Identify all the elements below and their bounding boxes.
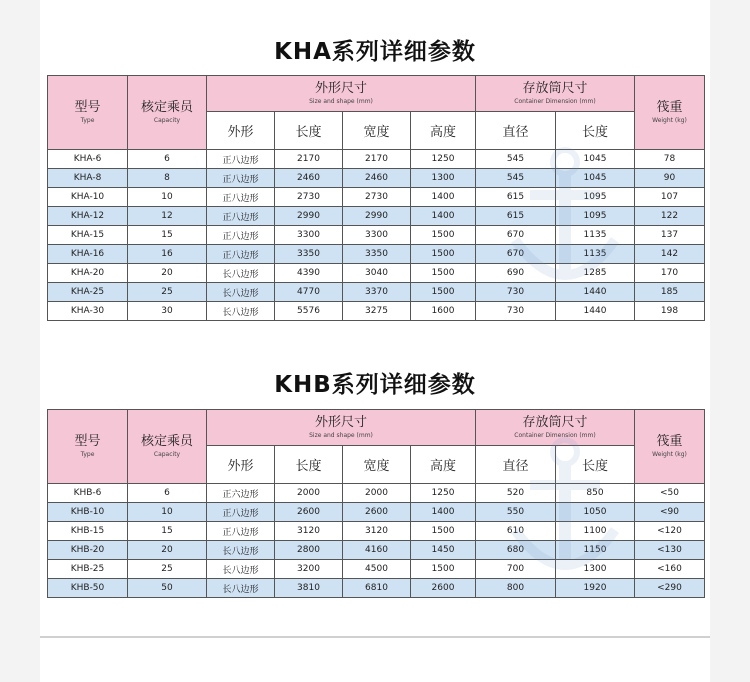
table-cell: 107 xyxy=(635,188,705,207)
table-cell: <130 xyxy=(635,541,705,560)
table-row xyxy=(48,264,705,283)
table-cell: 730 xyxy=(476,283,556,302)
khb-header-type: 型号 Type xyxy=(48,410,128,484)
table-row xyxy=(48,207,705,226)
table-cell: KHA-10 xyxy=(48,188,128,207)
table-cell: 4160 xyxy=(343,541,411,560)
table-row xyxy=(48,169,705,188)
table-cell: 3370 xyxy=(343,283,411,302)
table-cell: 3200 xyxy=(275,560,343,579)
table-row xyxy=(48,484,705,503)
table-cell: 1400 xyxy=(411,207,476,226)
table-cell: KHA-25 xyxy=(48,283,128,302)
table-cell: 2600 xyxy=(411,579,476,598)
table-cell: 20 xyxy=(128,541,207,560)
khb-subheader-width: 宽度 xyxy=(343,446,411,484)
table-cell: 3040 xyxy=(343,264,411,283)
table-cell: 137 xyxy=(635,226,705,245)
table-cell: 1500 xyxy=(411,226,476,245)
table-cell: 1135 xyxy=(556,245,635,264)
table-row xyxy=(48,226,705,245)
table-cell: 4500 xyxy=(343,560,411,579)
table-row xyxy=(48,503,705,522)
table-cell: 800 xyxy=(476,579,556,598)
kha-spec-table-wrap xyxy=(47,75,704,321)
table-cell: 610 xyxy=(476,522,556,541)
table-cell: 2730 xyxy=(343,188,411,207)
kha-subheader-width: 宽度 xyxy=(343,112,411,150)
table-row xyxy=(48,283,705,302)
table-cell: 545 xyxy=(476,169,556,188)
kha-header-type: 型号 Type xyxy=(48,76,128,150)
table-cell: 1100 xyxy=(556,522,635,541)
table-cell: 3810 xyxy=(275,579,343,598)
table-cell: 15 xyxy=(128,226,207,245)
table-cell: 10 xyxy=(128,188,207,207)
table-cell: 25 xyxy=(128,560,207,579)
table-cell: KHB-10 xyxy=(48,503,128,522)
table-cell: KHA-8 xyxy=(48,169,128,188)
table-cell: 142 xyxy=(635,245,705,264)
khb-header-weight: 筏重 Weight (kg) xyxy=(635,410,705,484)
table-cell: 正八边形 xyxy=(207,150,275,169)
table-cell: 520 xyxy=(476,484,556,503)
table-cell: 550 xyxy=(476,503,556,522)
table-row xyxy=(48,188,705,207)
table-cell: KHA-12 xyxy=(48,207,128,226)
kha-subheader-height: 高度 xyxy=(411,112,476,150)
table-cell: 正八边形 xyxy=(207,522,275,541)
table-cell: 1045 xyxy=(556,169,635,188)
table-cell: KHB-20 xyxy=(48,541,128,560)
table-cell: 615 xyxy=(476,207,556,226)
kha-header-size: 外形尺寸 Size and shape (mm) xyxy=(207,76,476,112)
table-cell: 16 xyxy=(128,245,207,264)
table-cell: 长八边形 xyxy=(207,283,275,302)
table-cell: 3120 xyxy=(275,522,343,541)
table-cell: 670 xyxy=(476,226,556,245)
table-cell: 长八边形 xyxy=(207,579,275,598)
kha-subheader-container-length: 长度 xyxy=(556,112,635,150)
table-row xyxy=(48,579,705,598)
table-cell: 700 xyxy=(476,560,556,579)
table-cell: 3300 xyxy=(343,226,411,245)
table-row xyxy=(48,522,705,541)
table-cell: 25 xyxy=(128,283,207,302)
table-cell: 3300 xyxy=(275,226,343,245)
kha-table-body xyxy=(48,150,705,321)
table-cell: 长八边形 xyxy=(207,541,275,560)
table-cell: 1050 xyxy=(556,503,635,522)
khb-subheader-container-length: 长度 xyxy=(556,446,635,484)
khb-spec-table xyxy=(47,409,705,598)
table-cell: 正八边形 xyxy=(207,207,275,226)
table-cell: 1450 xyxy=(411,541,476,560)
table-cell: KHA-15 xyxy=(48,226,128,245)
khb-header-container: 存放筒尺寸 Container Dimension (mm) xyxy=(476,410,635,446)
table-cell: 1440 xyxy=(556,283,635,302)
table-cell: 1095 xyxy=(556,207,635,226)
table-cell: 730 xyxy=(476,302,556,321)
table-cell: <50 xyxy=(635,484,705,503)
table-cell: 3275 xyxy=(343,302,411,321)
table-cell: 长八边形 xyxy=(207,560,275,579)
khb-subheader-length: 长度 xyxy=(275,446,343,484)
table-cell: 正八边形 xyxy=(207,503,275,522)
table-cell: 2600 xyxy=(343,503,411,522)
khb-header-capacity: 核定乘员 Capacity xyxy=(128,410,207,484)
table-cell: KHA-30 xyxy=(48,302,128,321)
table-cell: 1135 xyxy=(556,226,635,245)
table-cell: 2000 xyxy=(275,484,343,503)
khb-subheader-diameter: 直径 xyxy=(476,446,556,484)
table-cell: KHB-6 xyxy=(48,484,128,503)
table-cell: 30 xyxy=(128,302,207,321)
table-cell: 1500 xyxy=(411,283,476,302)
table-cell: 15 xyxy=(128,522,207,541)
table-cell: 2460 xyxy=(275,169,343,188)
table-cell: 4770 xyxy=(275,283,343,302)
table-cell: 3350 xyxy=(275,245,343,264)
table-cell: 1500 xyxy=(411,245,476,264)
table-cell: 1150 xyxy=(556,541,635,560)
khb-table-body xyxy=(48,484,705,598)
table-cell: 正八边形 xyxy=(207,169,275,188)
table-cell: 1500 xyxy=(411,264,476,283)
kha-header-container: 存放筒尺寸 Container Dimension (mm) xyxy=(476,76,635,112)
table-cell: 2170 xyxy=(275,150,343,169)
table-cell: KHB-25 xyxy=(48,560,128,579)
table-cell: 正八边形 xyxy=(207,226,275,245)
table-row xyxy=(48,302,705,321)
kha-header-capacity: 核定乘员 Capacity xyxy=(128,76,207,150)
table-cell: 1440 xyxy=(556,302,635,321)
table-cell: 545 xyxy=(476,150,556,169)
table-cell: 3120 xyxy=(343,522,411,541)
khb-section-title: KHB系列详细参数 xyxy=(274,372,476,398)
table-cell: KHA-20 xyxy=(48,264,128,283)
kha-section-title: KHA系列详细参数 xyxy=(274,39,476,65)
table-cell: <120 xyxy=(635,522,705,541)
left-side-stripe xyxy=(0,0,40,682)
table-cell: 6810 xyxy=(343,579,411,598)
table-cell: 长八边形 xyxy=(207,264,275,283)
table-cell: 1300 xyxy=(411,169,476,188)
table-cell: 2990 xyxy=(275,207,343,226)
table-cell: KHA-6 xyxy=(48,150,128,169)
table-cell: 850 xyxy=(556,484,635,503)
table-cell: 长八边形 xyxy=(207,302,275,321)
table-cell: 正六边形 xyxy=(207,484,275,503)
table-cell: 78 xyxy=(635,150,705,169)
table-cell: 2460 xyxy=(343,169,411,188)
table-cell: 690 xyxy=(476,264,556,283)
table-cell: 1045 xyxy=(556,150,635,169)
table-cell: 20 xyxy=(128,264,207,283)
table-cell: 615 xyxy=(476,188,556,207)
bottom-divider xyxy=(40,636,710,638)
table-cell: 1300 xyxy=(556,560,635,579)
table-cell: 198 xyxy=(635,302,705,321)
table-cell: KHA-16 xyxy=(48,245,128,264)
table-cell: KHB-50 xyxy=(48,579,128,598)
table-cell: 2990 xyxy=(343,207,411,226)
table-cell: 170 xyxy=(635,264,705,283)
table-cell: 1500 xyxy=(411,522,476,541)
table-cell: 1400 xyxy=(411,503,476,522)
table-cell: 90 xyxy=(635,169,705,188)
khb-spec-table-wrap xyxy=(47,409,704,598)
kha-subheader-diameter: 直径 xyxy=(476,112,556,150)
table-cell: 1600 xyxy=(411,302,476,321)
table-cell: 正八边形 xyxy=(207,188,275,207)
table-cell: 1285 xyxy=(556,264,635,283)
table-row xyxy=(48,541,705,560)
kha-subheader-length: 长度 xyxy=(275,112,343,150)
table-cell: <290 xyxy=(635,579,705,598)
table-cell: 10 xyxy=(128,503,207,522)
table-cell: 122 xyxy=(635,207,705,226)
table-cell: 5576 xyxy=(275,302,343,321)
kha-subheader-shape: 外形 xyxy=(207,112,275,150)
table-cell: 1250 xyxy=(411,484,476,503)
table-cell: 680 xyxy=(476,541,556,560)
table-cell: 12 xyxy=(128,207,207,226)
table-cell: 6 xyxy=(128,150,207,169)
table-row xyxy=(48,560,705,579)
table-cell: 1250 xyxy=(411,150,476,169)
table-cell: <160 xyxy=(635,560,705,579)
table-cell: 2170 xyxy=(343,150,411,169)
table-cell: 1500 xyxy=(411,560,476,579)
table-cell: 185 xyxy=(635,283,705,302)
table-cell: 1400 xyxy=(411,188,476,207)
table-cell: 2800 xyxy=(275,541,343,560)
khb-subheader-height: 高度 xyxy=(411,446,476,484)
table-cell: 2600 xyxy=(275,503,343,522)
table-row xyxy=(48,150,705,169)
table-cell: 正八边形 xyxy=(207,245,275,264)
kha-spec-table xyxy=(47,75,705,321)
table-cell: 1095 xyxy=(556,188,635,207)
table-cell: 2000 xyxy=(343,484,411,503)
table-cell: 50 xyxy=(128,579,207,598)
khb-header-size: 外形尺寸 Size and shape (mm) xyxy=(207,410,476,446)
table-cell: 3350 xyxy=(343,245,411,264)
table-cell: <90 xyxy=(635,503,705,522)
right-side-stripe xyxy=(710,0,750,682)
table-cell: 8 xyxy=(128,169,207,188)
khb-subheader-shape: 外形 xyxy=(207,446,275,484)
table-row xyxy=(48,245,705,264)
table-cell: 2730 xyxy=(275,188,343,207)
table-cell: KHB-15 xyxy=(48,522,128,541)
table-cell: 4390 xyxy=(275,264,343,283)
table-cell: 670 xyxy=(476,245,556,264)
table-cell: 1920 xyxy=(556,579,635,598)
kha-header-weight: 筏重 Weight (kg) xyxy=(635,76,705,150)
table-cell: 6 xyxy=(128,484,207,503)
